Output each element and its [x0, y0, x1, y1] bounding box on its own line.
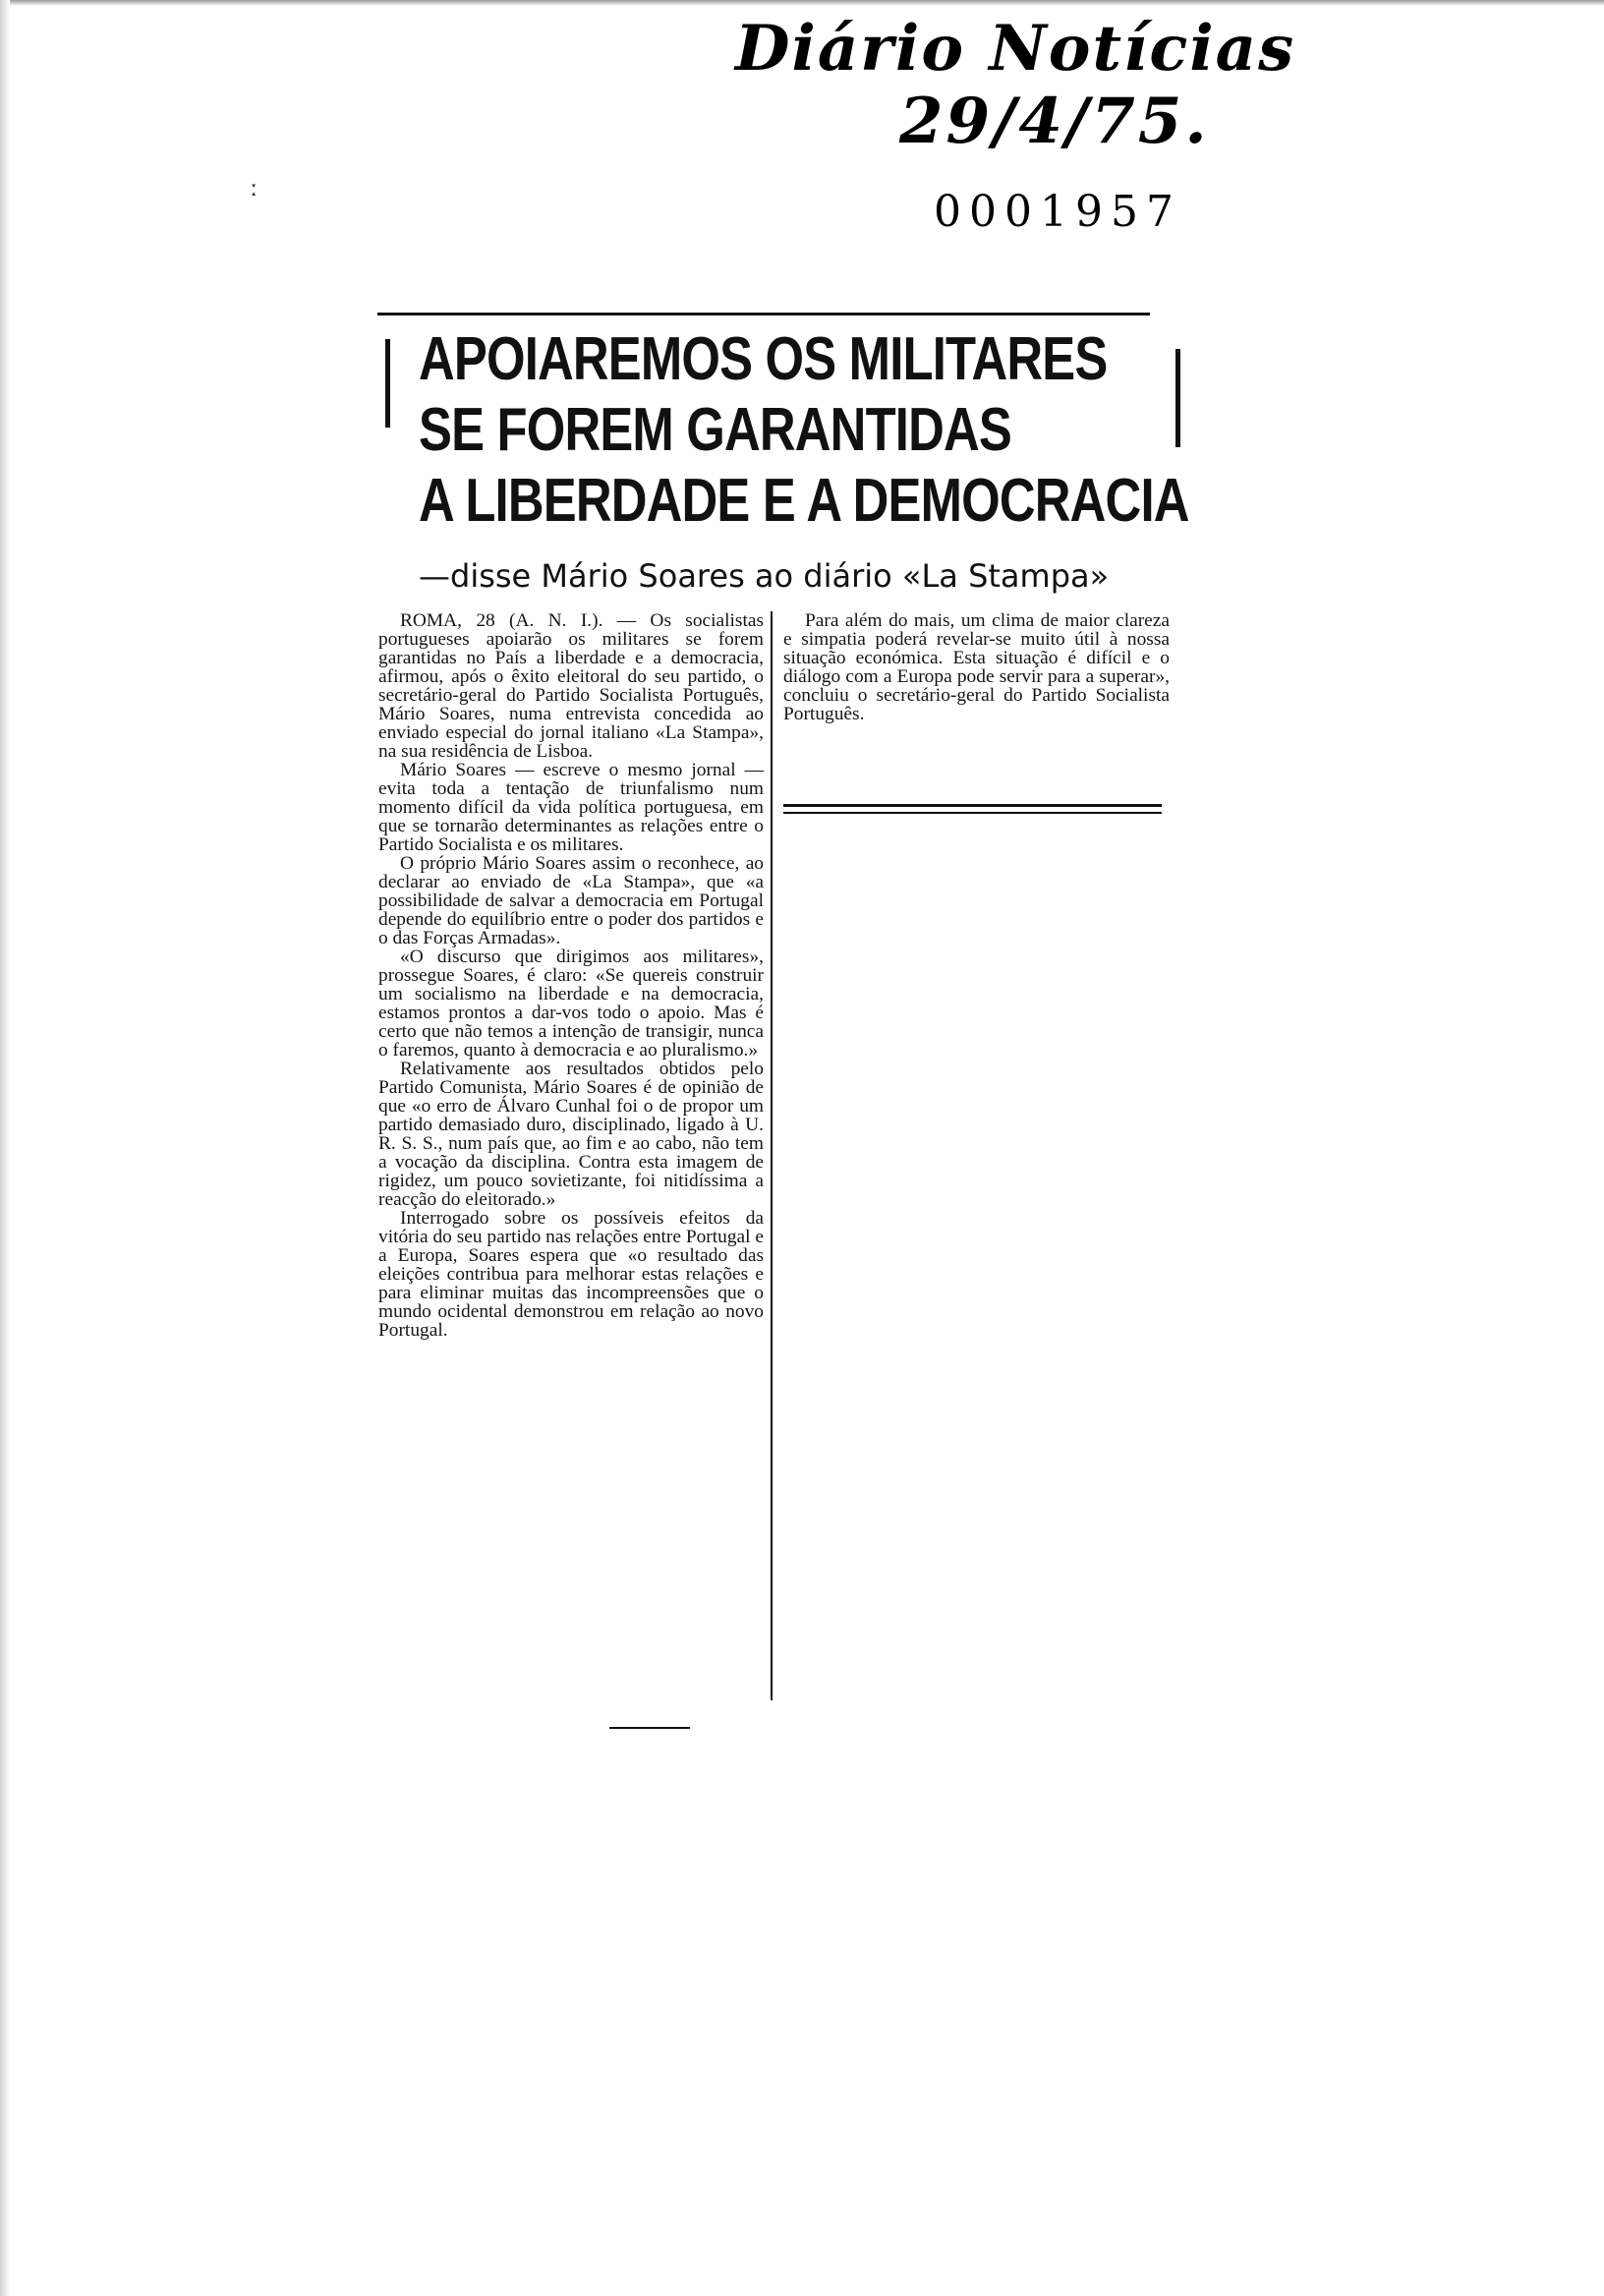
handwritten-archive-number: 0001957: [934, 187, 1181, 237]
handwritten-publication: Diário Notícias: [735, 12, 1296, 86]
headline-line-2: SE FOREM GARANTIDAS: [419, 396, 1011, 464]
column-divider: [771, 611, 773, 1700]
paragraph: Relativamente aos resultados obtidos pelo Partido Comunista, Mário Soares é de opinião de que «o erro de Álvaro Cunhal foi o de propor um partido demasiado duro, disciplinado, ligado à U. R. S. S., num país que, ao fim e ao cabo, não tem a vocação da disciplina. Contra esta imagem de rigidez, um pouco sovietizante, foi nitidíssima a reacção do eleitorado.»: [378, 1059, 764, 1210]
subheadline: —disse Mário Soares ao diário «La Stampa»: [419, 557, 1110, 595]
paragraph: O próprio Mário Soares assim o reconhece, ao declarar ao enviado de «La Stampa», que «a possibilidade de salvar a democracia em Portugal depende do equilíbrio entre o poder dos partidos e o das Forças Armadas».: [378, 853, 764, 948]
paragraph: ROMA, 28 (A. N. I.). — Os socialistas portugueses apoiarão os militares se forem garantidas no País a liberdade e a democracia, afirmou, após o êxito eleitoral do seu partido, o secretário-geral do Partido Socialista Português, Mário Soares, numa entrevista concedida ao enviado especial do jornal italiano «La Stampa», na sua residência de Lisboa.: [378, 610, 764, 762]
scan-speck: ː: [251, 177, 258, 201]
left-margin-mark: [385, 339, 390, 428]
scan-top-edge: [0, 0, 1604, 6]
clipping-bottom-rule: [609, 1727, 690, 1729]
right-column: [783, 611, 1170, 723]
paragraph: «O discurso que dirigimos aos militares», prossegue Soares, é claro: «Se quereis construir um socialismo na liberdade e na democracia, estamos prontos a dar-vos todo o apoio. Mas é certo que não temos a intenção de transigir, nunca o faremos, quanto à democracia e ao pluralismo.»: [378, 947, 764, 1061]
right-margin-mark: [1175, 349, 1180, 447]
headline-line-3: A LIBERDADE E A DEMOCRACIA: [419, 467, 1189, 535]
left-column: [378, 611, 764, 1340]
clipping-top-rule: [377, 313, 1150, 316]
paragraph: Para além do mais, um clima de maior clareza e simpatia poderá revelar-se muito útil à nossa situação económica. Esta situação é difícil e o diálogo com a Europa pode servir para a superar», concluiu o secretário-geral do Partido Socialista Português.: [783, 610, 1170, 724]
paragraph: Interrogado sobre os possíveis efeitos da vitória do seu partido nas relações entre Portugal e a Europa, Soares espera que «o resultado das eleições contribua para melhorar estas relações e para eliminar muitas das incompreensões que o mundo ocidental demonstrou em relação ao novo Portugal.: [378, 1208, 764, 1341]
paragraph: Mário Soares — escreve o mesmo jornal — evita toda a tentação de triunfalismo num momento difícil da vida política portuguesa, em que se tornarão determinantes as relações entre o Partido Socialista e os militares.: [378, 760, 764, 855]
right-column-end-rule-secondary: [783, 812, 1162, 814]
handwritten-date: 29/4/75.: [899, 85, 1210, 158]
headline: [419, 324, 1189, 537]
right-column-end-rule: [783, 804, 1162, 807]
headline-line-1: APOIAREMOS OS MILITARES: [419, 325, 1108, 393]
scan-left-edge: [0, 0, 10, 2296]
